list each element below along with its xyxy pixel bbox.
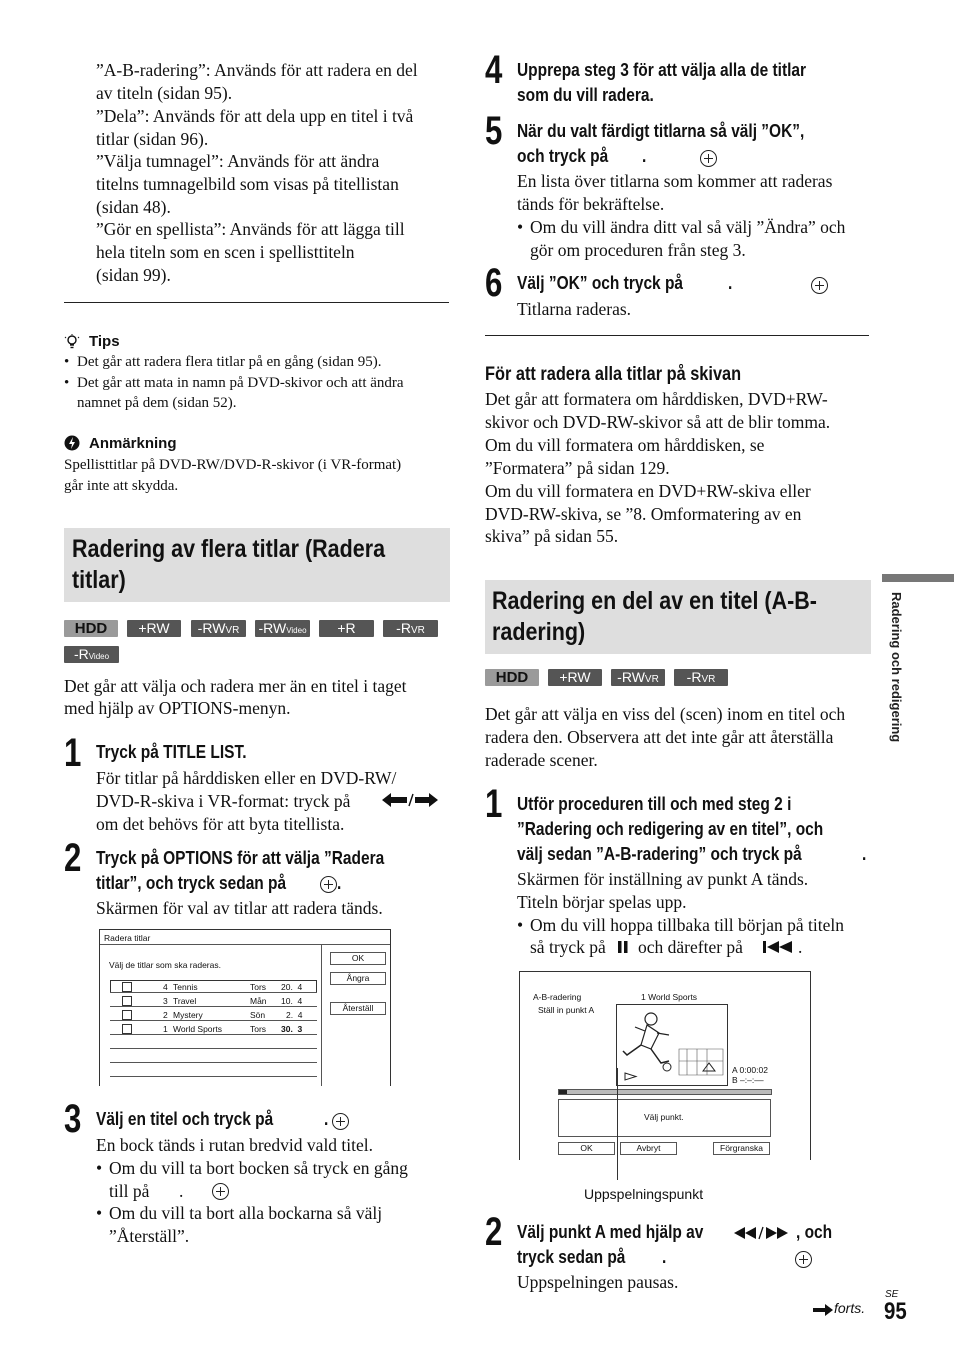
subsection-line: ”Formatera” på sidan 129. [485, 458, 670, 478]
step-heading: Välj punkt A med hjälp av [517, 1222, 704, 1242]
cancel-button[interactable]: Avbryt [620, 1142, 677, 1155]
tip-line: Det går att mata in namn på DVD-skivor och att ändra [77, 375, 404, 391]
bullet-line: ”Återställ”. [109, 1226, 190, 1246]
title-checkbox[interactable] [122, 1024, 132, 1034]
screen-title: A-B-radering [533, 992, 582, 1002]
period: . [862, 844, 867, 864]
screen-divider [100, 944, 390, 945]
enter-button-icon [212, 1183, 229, 1200]
row-divider [110, 1006, 317, 1007]
row-divider [110, 1076, 317, 1077]
row-date: 10. 4 [281, 996, 303, 1006]
section-intro: radera den. Observera att det inte går att återställa [485, 727, 834, 747]
bullet-dot: • [64, 354, 70, 370]
bullet-dot: • [517, 915, 524, 935]
intro-line: ”Välja tumnagel”: Används för att ändra [96, 151, 380, 171]
note-icon [64, 435, 80, 451]
note-line: Spellisttitlar på DVD-RW/DVD-R-skivor (i VR-format) [64, 457, 402, 473]
step-heading: och tryck på [517, 146, 609, 166]
bullet-line: gör om proceduren från steg 3. [530, 240, 746, 260]
row-day: Tors [250, 1024, 267, 1034]
row-day: Tors [250, 982, 267, 992]
title-checkbox[interactable] [122, 1010, 132, 1020]
row-day: Mån [250, 996, 267, 1006]
reset-button[interactable]: Återställ [330, 1002, 386, 1015]
period: . [662, 1247, 667, 1267]
enter-button-icon [700, 150, 717, 167]
row-divider [110, 1048, 317, 1049]
intro-line: (sidan 99). [96, 265, 171, 285]
step-heading: välj sedan ”A-B-radering” och tryck på [517, 844, 802, 864]
preview-button[interactable]: Förgranska [713, 1142, 770, 1155]
time-b: B –:–:–– [732, 1075, 764, 1085]
badge-rw-vr: -RWVR [611, 669, 665, 686]
section-title-box [485, 580, 871, 654]
divider [485, 335, 869, 336]
ab-radering-screen [519, 971, 811, 1160]
subsection-line: skiva” på sidan 55. [485, 526, 619, 546]
bullet-dot: • [96, 1203, 103, 1223]
progress-fill [559, 1090, 567, 1094]
row-day: Sön [250, 1010, 266, 1020]
row-name: Travel [173, 996, 197, 1006]
intro-line: (sidan 48). [96, 197, 171, 217]
step-body: Titeln börjar spelas upp. [517, 892, 687, 912]
row-num: 1 [163, 1024, 168, 1034]
period: . [728, 273, 733, 293]
left-right-arrows-icon [381, 792, 439, 808]
step-number: 3 [64, 1097, 82, 1141]
previous-icon [762, 940, 794, 954]
subsection-line: Det går att formatera om hårddisken, DVD+RW- [485, 389, 828, 409]
intro-line: ”Dela”: Används för att dela upp en titel i två [96, 106, 414, 126]
row-name: World Sports [173, 1024, 222, 1034]
section-intro: med hjälp av OPTIONS-menyn. [64, 698, 291, 718]
row-num: 2 [163, 1010, 168, 1020]
row-divider [110, 992, 317, 993]
section-title: titlar) [72, 566, 126, 594]
period: . [179, 1181, 184, 1201]
step-heading: tryck sedan på [517, 1247, 626, 1267]
step-body: En bock tänds i rutan bredvid vald titel. [96, 1135, 374, 1155]
tips-heading: Tips [89, 333, 120, 350]
row-num: 4 [163, 982, 168, 992]
language-code: SE [885, 1289, 899, 1300]
row-divider [110, 1034, 317, 1035]
bullet-dot: • [96, 1158, 103, 1178]
sidebar-label: Radering och redigering [889, 592, 904, 743]
period: . [337, 873, 342, 893]
bullet-line: Om du vill hoppa tillbaka till början på titeln [530, 915, 844, 935]
badge-hdd: HDD [64, 620, 118, 637]
row-num: 3 [163, 996, 168, 1006]
badge-plus-rw: +RW [127, 620, 181, 637]
row-name: Tennis [173, 982, 198, 992]
screen-prompt: Välj punkt. [644, 1112, 684, 1122]
subsection-heading: För att radera alla titlar på skivan [485, 364, 742, 385]
radera-titlar-screen [99, 929, 391, 1086]
step-number: 5 [485, 109, 503, 153]
divider [64, 302, 449, 303]
step-heading: Tryck på OPTIONS för att välja ”Radera [96, 848, 385, 868]
section-intro: raderade scener. [485, 750, 598, 770]
intro-line: av titeln (sidan 95). [96, 83, 233, 103]
enter-button-icon [795, 1251, 812, 1268]
intro-line: titlar (sidan 96). [96, 129, 209, 149]
bullet-dot: • [64, 375, 70, 391]
step-body: Skärmen för val av titlar att radera tänds. [96, 898, 383, 918]
tip-line: namnet på dem (sidan 52). [77, 395, 237, 411]
step-heading: Välj ”OK” och tryck på [517, 273, 684, 293]
page-number: 95 [884, 1298, 907, 1325]
badge-r-vr: -RVR [674, 669, 728, 686]
rewind-forward-icon [733, 1226, 797, 1240]
row-divider [110, 1020, 317, 1021]
screen-title: Radera titlar [104, 933, 151, 943]
step-body: Titlarna raderas. [517, 299, 632, 319]
bullet-line: Om du vill ändra ditt val så välj ”Ändra” och [530, 217, 846, 237]
section-title: Radering en del av en titel (A-B- [492, 587, 817, 615]
step-heading: , och [796, 1222, 833, 1242]
step-heading: Tryck på TITLE LIST. [96, 742, 247, 762]
step-heading: ”Radering och redigering av en titel”, och [517, 819, 824, 839]
title-checkbox[interactable] [122, 982, 132, 992]
step-number: 2 [64, 836, 82, 880]
note-heading: Anmärkning [89, 435, 177, 452]
step-number: 4 [485, 48, 503, 92]
ok-button[interactable]: OK [330, 952, 386, 965]
bullet-line: så tryck på [530, 937, 606, 957]
enter-button-icon [332, 1113, 349, 1130]
tip-line: Det går att radera flera titlar på en gång (sidan 95). [77, 354, 382, 370]
period: . [798, 937, 803, 957]
step-number: 2 [485, 1210, 503, 1254]
undo-button[interactable]: Ångra [330, 972, 386, 985]
row-name: Mystery [173, 1010, 203, 1020]
intro-line: titelns tumnagelbild som visas på titellistan [96, 174, 399, 194]
step-heading: titlar”, och tryck sedan på [96, 873, 287, 893]
arrow-right-icon [813, 1304, 833, 1316]
row-date: 30. 3 [281, 1024, 303, 1034]
badge-rw-vr: -RWVR [191, 620, 246, 637]
subsection-line: DVD-RW-skiva, se ”8. Omformatering av en [485, 504, 802, 524]
step-heading: Välj en titel och tryck på [96, 1109, 274, 1129]
row-date: 2. 4 [286, 1010, 303, 1020]
section-intro: Det går att välja en viss del (scen) inom en titel och [485, 704, 846, 724]
step-body: om det behövs för att byta titellista. [96, 814, 345, 834]
badge-rw-video: -RWVideo [255, 620, 310, 637]
subsection-line: Om du vill formatera om hårddisken, se [485, 435, 765, 455]
forts-label: forts. [834, 1300, 866, 1316]
step-body: Uppspelningen pausas. [517, 1272, 679, 1292]
badge-r-vr: -RVR [383, 620, 438, 637]
badge-hdd: HDD [485, 669, 539, 686]
badge-r-video: -RVideo [64, 646, 119, 663]
row-divider [110, 1062, 317, 1063]
step-heading: som du vill radera. [517, 85, 654, 105]
step-number: 6 [485, 261, 503, 305]
callout-label: Uppspelningspunkt [584, 1186, 704, 1202]
title-checkbox[interactable] [122, 996, 132, 1006]
intro-line: ”A-B-radering”: Används för att radera en del [96, 60, 418, 80]
time-a: A 0:00:02 [732, 1065, 768, 1075]
step-body: För titlar på hårddisken eller en DVD-RW/ [96, 768, 397, 788]
section-intro: Det går att välja och radera mer än en titel i taget [64, 676, 407, 696]
bullet-line: till på [109, 1181, 150, 1201]
subsection-line: skivor och DVD-RW-skivor så att de blir tomma. [485, 412, 831, 432]
intro-line: hela titeln som en scen i spellisttiteln [96, 242, 355, 262]
step-body: En lista över titlarna som kommer att raderas [517, 171, 833, 191]
section-title-box [64, 528, 450, 602]
ok-button[interactable]: OK [558, 1142, 615, 1155]
period: . [324, 1109, 329, 1129]
step-body: DVD-R-skiva i VR-format: tryck på [96, 791, 351, 811]
note-line: går inte att skydda. [64, 478, 179, 494]
step-heading: Upprepa steg 3 för att välja alla de titlar [517, 60, 807, 80]
lightbulb-icon [64, 334, 80, 350]
section-title: Radering av flera titlar (Radera [72, 535, 386, 563]
screen-subtitle: Ställ in punkt A [538, 1005, 595, 1015]
badge-plus-rw: +RW [548, 669, 602, 686]
step-heading: Utför proceduren till och med steg 2 i [517, 794, 792, 814]
bullet-line: och därefter på [638, 937, 743, 957]
period: . [642, 146, 647, 166]
bullet-line: Om du vill ta bort alla bockarna så välj [109, 1203, 383, 1223]
enter-button-icon [811, 277, 828, 294]
prompt-box [558, 1099, 771, 1137]
step-heading: När du valt färdigt titlarna så välj ”OK”, [517, 121, 805, 141]
step-body: tänds för bekräftelse. [517, 194, 665, 214]
play-icon [624, 1072, 638, 1081]
bullet-dot: • [517, 217, 524, 237]
progress-bar[interactable] [558, 1089, 772, 1095]
video-title: 1 World Sports [641, 992, 698, 1002]
enter-button-icon [320, 876, 337, 893]
screen-divider [321, 944, 322, 1086]
step-number: 1 [485, 782, 503, 826]
subsection-line: Om du vill formatera en DVD+RW-skiva eller [485, 481, 811, 501]
intro-line: ”Gör en spellista”: Används för att lägga till [96, 219, 405, 239]
section-title: radering) [492, 618, 586, 646]
badge-plus-r: +R [319, 620, 374, 637]
step-body: Skärmen för inställning av punkt A tänds. [517, 869, 809, 889]
pause-icon [617, 940, 629, 954]
row-date: 20. 4 [281, 982, 303, 992]
callout-line [617, 1068, 618, 1180]
screen-prompt: Välj de titlar som ska raderas. [109, 960, 221, 970]
sidebar-tab [882, 574, 954, 582]
bullet-line: Om du vill ta bort bocken så tryck en gång [109, 1158, 408, 1178]
step-number: 1 [64, 731, 82, 775]
